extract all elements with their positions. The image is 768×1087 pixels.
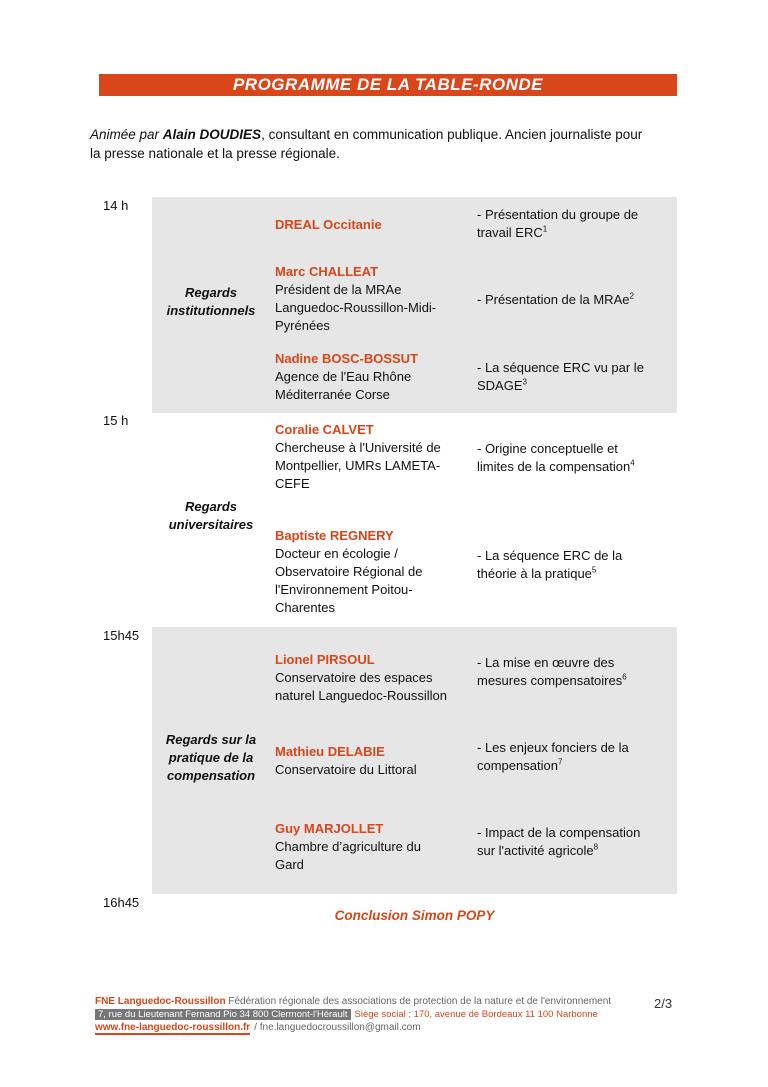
topic: - Présentation de la MRAe$^2$ [477, 291, 634, 307]
page-number: 2/3 [654, 996, 673, 1011]
page-title: PROGRAMME DE LA TABLE-RONDE [99, 74, 677, 96]
topic: - La séquence ERC vu par le SDAGE$^3$ [477, 360, 644, 393]
footnote-ref: 1 [542, 224, 548, 234]
intro-rest: , consultant en communication publique. Ancien journaliste pour [261, 127, 643, 142]
speaker: Nadine BOSC-BOSSUT Agence de l'Eau Rhône Méditerranée Corse [275, 350, 470, 404]
conclusion: Conclusion Simon POPY [334, 908, 495, 923]
category-label: Regards sur la pratique de la compensation [165, 732, 257, 783]
office-address: 7, rue du Lieutenant Fernand Pio 34 800 Clermont-l'Hérault [95, 1009, 351, 1020]
time-label: 15 h [103, 413, 129, 428]
topic: - La mise en œuvre des mesures compensatoires$^6$ [477, 655, 627, 688]
footnote-ref: 2 [629, 291, 634, 301]
speaker [275, 216, 470, 234]
speaker-name: Nadine BOSC-BOSSUT [275, 351, 419, 366]
speaker-name: Mathieu DELABIE [275, 744, 385, 759]
footnote-ref: 7 [557, 757, 563, 767]
footnote-ref: 6 [622, 672, 627, 682]
speaker-name: Guy MARJOLLET [275, 821, 384, 836]
topic: - La séquence ERC de la théorie à la pratique$^5$ [477, 548, 623, 581]
speaker: Coralie CALVET Chercheuse à l'Université de Montpellier, UMRs LAMETA- CEFE [275, 421, 470, 493]
speaker: Mathieu DELABIE Conservatoire du Littoral [275, 743, 470, 779]
speaker: Baptiste REGNERY Docteur en écologie / Observatoire Régional de l'Environnement Poitou- Charentes [275, 527, 470, 617]
email-link[interactable]: / fne.languedocroussillon@gmail.com [254, 1022, 421, 1033]
footer-web [95, 1022, 421, 1033]
category-label: Regards institutionnels [166, 285, 256, 318]
topic: - Impact de la compensation sur l'activité agricole$^8$ [477, 825, 641, 858]
intro-paragraph [90, 125, 690, 163]
speaker-name: Coralie CALVET [275, 422, 374, 437]
time-label: 15h45 [103, 628, 140, 643]
footer-org [95, 996, 611, 1007]
time-label: 14 h [103, 198, 129, 213]
category-label: Regards universitaires [168, 499, 254, 532]
time-label: 16h45 [103, 895, 140, 910]
speaker-name: Marc CHALLEAT [275, 264, 379, 279]
footer-address [95, 1009, 598, 1020]
speaker-name: Baptiste REGNERY [275, 528, 394, 543]
intro-host: Alain DOUDIES [162, 127, 262, 142]
org-description: Fédération régionale des associations de protection de la nature et de l'environnement [228, 996, 612, 1007]
topic: - Les enjeux fonciers de la compensation$^7$ [477, 740, 629, 773]
intro-line2: la presse nationale et la presse régionale. [90, 146, 340, 161]
head-office-address: Siège social : 170, avenue de Bordeaux 11 100 Narbonne [354, 1009, 598, 1020]
speaker: Marc CHALLEAT Président de la MRAe Languedoc-Roussillon-Midi- Pyrénées [275, 263, 470, 335]
website-link[interactable]: www.fne-languedoc-roussillon.fr [95, 1022, 251, 1033]
speaker: Guy MARJOLLET Chambre d’agriculture du Gard [275, 820, 470, 874]
footnote-ref: 8 [593, 842, 599, 852]
speaker: Lionel PIRSOUL Conservatoire des espaces naturel Languedoc-Roussillon [275, 651, 470, 705]
speaker-name: DREAL Occitanie [275, 217, 382, 232]
topic: - Présentation du groupe de travail ERC$^1$ [477, 207, 639, 240]
footnote-ref: 4 [630, 458, 635, 468]
speaker-name: Lionel PIRSOUL [275, 652, 375, 667]
footnote-ref: 5 [591, 565, 597, 575]
footnote-ref: 3 [522, 377, 527, 387]
topic: - Origine conceptuelle et limites de la compensation$^4$ [477, 441, 635, 474]
intro-prefix: Animée par [90, 127, 163, 142]
org-name: FNE Languedoc-Roussillon [95, 996, 226, 1007]
